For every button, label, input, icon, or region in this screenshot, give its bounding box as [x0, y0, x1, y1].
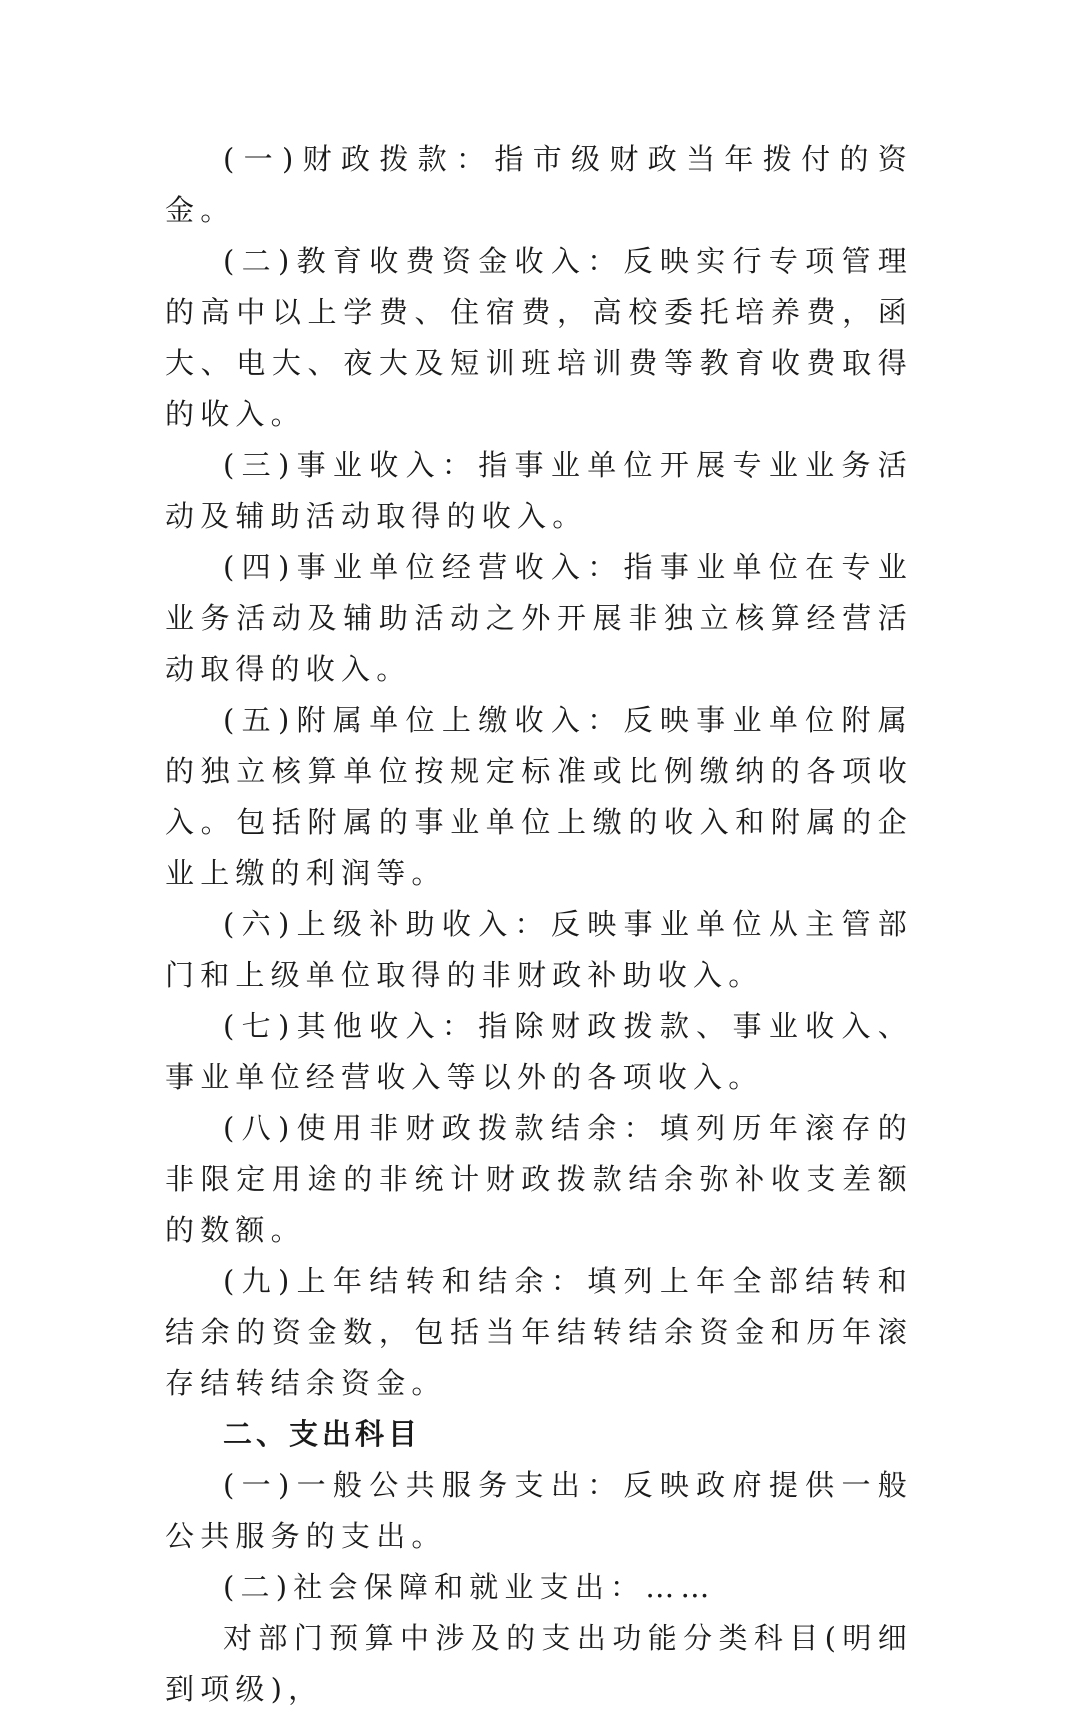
paragraph-non-fiscal-balance: (八)使用非财政拨款结余：填列历年滚存的非限定用途的非统计财政拨款结余弥补收支差额的数额。	[165, 1111, 913, 1247]
section-heading-expenditure: 二、支出科目	[223, 1417, 422, 1451]
paragraph-social-security-employment: (二)社会保障和就业支出：……	[223, 1570, 716, 1604]
paragraph-affiliated-unit-income: (五)附属单位上缴收入：反映事业单位附属的独立核算单位按规定标准或比例缴纳的各项收入。包括附属的事业单位上缴的收入和附属的企业上缴的利润等。	[165, 703, 913, 890]
paragraph-operating-income: (四)事业单位经营收入：指事业单位在专业业务活动及辅助活动之外开展非独立核算经营活动取得的收入。	[165, 550, 913, 686]
paragraph-education-fee-income: (二)教育收费资金收入：反映实行专项管理的高中以上学费、住宿费，高校委托培养费，函大、电大、夜大及短训班培训费等教育收费取得的收入。	[165, 244, 913, 431]
paragraph-general-public-services: (一)一般公共服务支出：反映政府提供一般公共服务的支出。	[165, 1468, 913, 1553]
paragraph-functional-classification: 对部门预算中涉及的支出功能分类科目(明细到项级)，	[165, 1621, 913, 1706]
paragraph-fiscal-appropriation: (一)财政拨款：指市级财政当年拨付的资金。	[165, 142, 913, 227]
document-body	[165, 134, 913, 1715]
paragraph-superior-subsidy-income: (六)上级补助收入：反映事业单位从主管部门和上级单位取得的非财政补助收入。	[165, 907, 913, 992]
paragraph-prior-year-carryover: (九)上年结转和结余：填列上年全部结转和结余的资金数，包括当年结转结余资金和历年滚存结转结余资金。	[165, 1264, 913, 1400]
paragraph-business-income: (三)事业收入：指事业单位开展专业业务活动及辅助活动取得的收入。	[165, 448, 913, 533]
paragraph-other-income: (七)其他收入：指除财政拨款、事业收入、事业单位经营收入等以外的各项收入。	[165, 1009, 913, 1094]
